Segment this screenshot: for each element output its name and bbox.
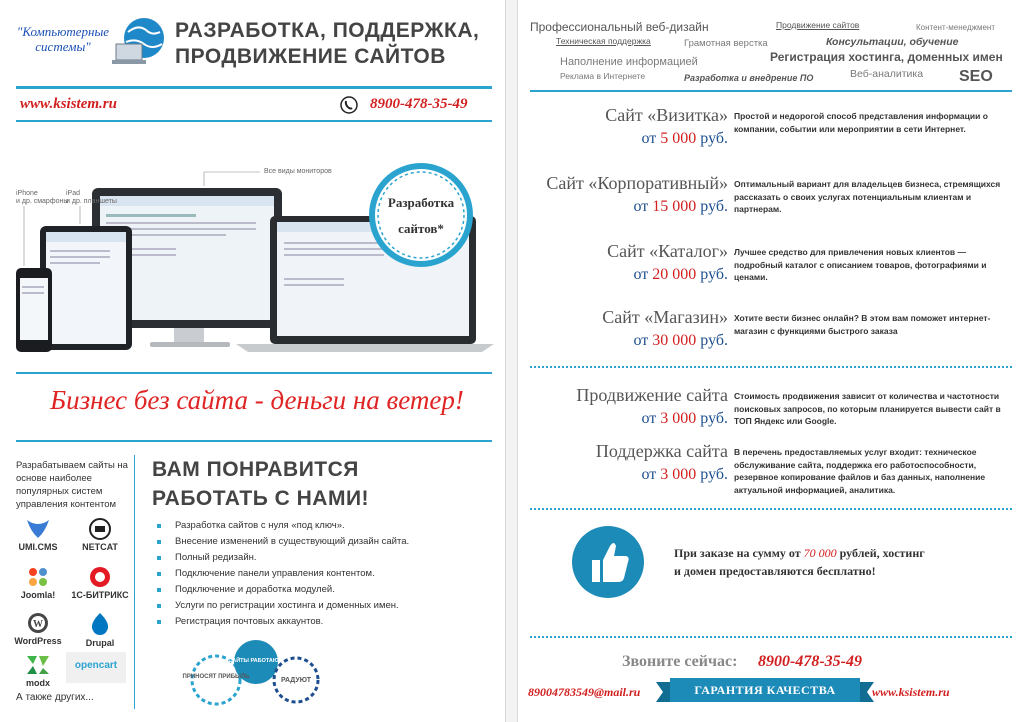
cms-opencart <box>66 652 126 683</box>
bullet-icon <box>157 572 161 576</box>
site-url-footer[interactable]: www.ksistem.ru <box>872 685 950 699</box>
bullet-icon <box>157 604 161 608</box>
price-cost <box>528 330 728 352</box>
price-amount: 15 000 <box>652 198 697 215</box>
modx-logo-icon <box>25 654 51 676</box>
keyword: Консультации, обучение <box>826 36 959 48</box>
iphone-label-sub: и др. смарфоны <box>16 198 69 205</box>
cms-modx <box>8 654 68 688</box>
header-divider-bottom <box>16 120 492 122</box>
price-prefix: от <box>633 266 649 283</box>
quality-ribbon: ГАРАНТИЯ КАЧЕСТВА <box>670 678 860 702</box>
bullet-icon <box>157 588 161 592</box>
price-amount: 5 000 <box>660 130 697 147</box>
iphone-label-title: iPhone <box>16 190 38 197</box>
star-text-profit: ПРИНОСЯТ ПРИБЫЛЬ <box>182 674 250 680</box>
list-item <box>157 598 409 614</box>
globe-laptop-icon <box>112 14 166 68</box>
keyword: Продвижение сайтов <box>776 20 860 30</box>
price-cost <box>528 196 728 218</box>
price-description: Лучшее средство для привлечения новых клиентов — подробный каталог с описанием товаров, фотографиями и ценами. <box>734 247 987 282</box>
price-name: Продвижение сайта <box>576 385 728 405</box>
price-description: Простой и недорогой способ представления информации о компании, событии или мероприятии в сети Интернет. <box>734 111 988 134</box>
page-title <box>175 18 495 70</box>
call-phone[interactable]: 8900-478-35-49 <box>758 653 862 670</box>
service-label: Полный редизайн. <box>175 552 257 563</box>
ipad-label-title: iPad <box>66 190 81 197</box>
promo-line-1 <box>674 544 1004 562</box>
slogan-divider-bottom <box>16 440 492 442</box>
monitors-label: Все виды мониторов <box>264 168 332 175</box>
keyword: Разработка и внедрение ПО <box>684 73 814 83</box>
price-divider <box>530 366 1012 368</box>
price-description: В перечень предоставляемых услуг входит: техническое обслуживание сайта, поддержка его работоспособности, резервное копирование файлов и баз данных, наполнение актуальной информацией, аналитика. <box>734 447 986 495</box>
service-label: Подключение панели управления контентом. <box>175 568 375 579</box>
price-description: Стоимость продвижения зависит от количества и частотности поисковых запросов, по которым планируется вывести сайт в ТОП Яндекс или Google. <box>734 391 1001 426</box>
footer-divider <box>530 636 1012 638</box>
page-gutter <box>506 0 517 722</box>
price-amount: 3 000 <box>660 410 697 427</box>
price-block-catalog <box>528 240 728 286</box>
price-suffix: руб. <box>700 466 728 483</box>
price-suffix: руб. <box>700 198 728 215</box>
price-name: Сайт «Визитка» <box>605 105 728 125</box>
price-prefix: от <box>641 410 657 427</box>
cms-bitrix <box>70 566 130 600</box>
title-line-2: ПРОДВИЖЕНИЕ САЙТОВ <box>175 45 446 68</box>
price-name: Сайт «Магазин» <box>602 307 728 327</box>
promo-text <box>674 544 1004 580</box>
section-vertical-divider <box>134 455 135 709</box>
right-page <box>517 0 1024 722</box>
price-prefix: от <box>633 332 649 349</box>
cms-bitrix-label: 1С-БИТРИКС <box>71 590 129 600</box>
umicms-logo-icon <box>23 518 53 540</box>
keyword-divider <box>530 90 1012 92</box>
keyword: Профессиональный веб-дизайн <box>530 20 709 34</box>
price-cost <box>528 264 728 286</box>
service-label: Регистрация почтовых аккаунтов. <box>175 616 324 627</box>
price-description: Оптимальный вариант для владельцев бизнеса, стремящихся рассказать о своих услугах потенциальным клиентам и партнерам. <box>734 179 1001 214</box>
benefit-stars <box>180 636 340 706</box>
love-title-line-2: РАБОТАТЬ С НАМИ! <box>152 487 370 510</box>
price-prefix: от <box>641 130 657 147</box>
keyword: Реклама в Интернете <box>560 71 646 81</box>
cms-intro-text: Разрабатываем сайты на основе наиболее популярных систем управления контентом <box>16 460 128 510</box>
badge-line-1: Разработка <box>387 195 455 210</box>
price-prefix: от <box>633 198 649 215</box>
star-text-joy: РАДУЮТ <box>280 677 312 684</box>
bullet-icon <box>157 620 161 624</box>
cms-umicms <box>8 518 68 552</box>
price-cost <box>528 128 728 150</box>
list-item <box>157 614 409 630</box>
keyword: Контент-менеджмент <box>916 23 995 32</box>
price-block-support <box>528 440 728 486</box>
bullet-icon <box>157 556 161 560</box>
list-item <box>157 534 409 550</box>
cms-umicms-label: UMI.CMS <box>18 542 58 552</box>
iphone-label <box>16 190 68 206</box>
ipad-label-sub: и др. планшеты <box>66 198 117 205</box>
keyword: Веб-аналитика <box>850 68 924 80</box>
love-title-line-1: ВАМ ПОНРАВИТСЯ <box>152 458 359 481</box>
price-suffix: руб. <box>700 130 728 147</box>
cms-drupal <box>70 612 130 648</box>
price-suffix: руб. <box>700 266 728 283</box>
promo-pre: При заказе на сумму от <box>674 546 801 560</box>
cms-modx-label: modx <box>25 678 50 688</box>
cms-joomla <box>8 566 68 600</box>
phone-icon <box>340 96 358 114</box>
service-label: Услуги по регистрации хостинга и доменных имен. <box>175 600 399 611</box>
list-item <box>157 518 409 534</box>
list-item <box>157 582 409 598</box>
cms-netcat-label: NETCAT <box>82 542 118 552</box>
price-name: Сайт «Каталог» <box>607 241 728 261</box>
left-page <box>0 0 506 722</box>
ipad-label <box>66 190 117 206</box>
bullet-icon <box>157 524 161 528</box>
keyword: SEO <box>959 68 993 85</box>
email-link[interactable]: 89004783549@mail.ru <box>528 685 641 699</box>
promo-post: рублей, хостинг <box>839 546 925 560</box>
company-logo-text: "Компьютерные системы" <box>16 24 110 54</box>
price-name: Поддержка сайта <box>595 441 728 461</box>
cms-drupal-label: Drupal <box>85 638 115 648</box>
cms-joomla-label: Joomla! <box>20 590 56 600</box>
also-text: А также других... <box>16 692 94 703</box>
drupal-logo-icon <box>89 612 111 636</box>
joomla-logo-icon <box>26 566 50 588</box>
service-label: Внесение изменений в существующий дизайн сайта. <box>175 536 410 547</box>
wordpress-logo-icon <box>27 612 49 634</box>
site-url[interactable]: www.ksistem.ru <box>20 96 117 112</box>
service-label: Разработка сайтов с нуля «под ключ». <box>175 520 345 531</box>
title-line-1: РАЗРАБОТКА, ПОДДЕРЖКА, <box>175 19 480 42</box>
star-text-works: САЙТЫ РАБОТАЮТ! <box>228 658 284 664</box>
slogan-divider-top <box>16 372 492 374</box>
price-block-shop <box>528 306 728 352</box>
price-amount: 30 000 <box>652 332 697 349</box>
list-item <box>157 550 409 566</box>
badge-line-2: сайтов* <box>398 221 444 236</box>
price-suffix: руб. <box>700 332 728 349</box>
keyword: Грамотная верстка <box>684 38 768 49</box>
cms-opencart-label: opencart <box>74 660 118 671</box>
price-name: Сайт «Корпоративный» <box>546 173 728 193</box>
price-amount: 3 000 <box>660 466 697 483</box>
thumbs-up-icon <box>570 524 646 600</box>
price-block-corporate <box>528 172 728 218</box>
price-cost <box>528 408 728 430</box>
price-prefix: от <box>641 466 657 483</box>
bitrix-logo-icon <box>89 566 111 588</box>
promo-line-2: и домен предоставляются бесплатно! <box>674 564 876 578</box>
promo-divider <box>530 508 1012 510</box>
phone-number[interactable]: 8900-478-35-49 <box>370 96 468 112</box>
call-label: Звоните сейчас: <box>622 653 738 670</box>
price-suffix: руб. <box>700 410 728 427</box>
slogan: Бизнес без сайта - деньги на ветер! <box>50 385 464 415</box>
cms-wordpress-label: WordPress <box>14 636 62 646</box>
services-list <box>157 518 409 630</box>
cms-wordpress <box>8 612 68 646</box>
development-badge-text <box>366 190 476 242</box>
price-block-promotion <box>528 384 728 430</box>
love-title <box>152 455 482 513</box>
bullet-icon <box>157 540 161 544</box>
cms-netcat <box>70 518 130 552</box>
service-label: Подключение и доработка модулей. <box>175 584 335 595</box>
svg-text:W: W <box>33 619 43 630</box>
price-description: Хотите вести бизнес онлайн? В этом вам поможет интернет-магазин с функциями быстрого заказа <box>734 313 991 336</box>
price-block-vizitka <box>528 104 728 150</box>
netcat-logo-icon <box>87 518 113 540</box>
promo-amount: 70 000 <box>803 546 837 560</box>
price-cost <box>528 464 728 486</box>
header-divider <box>16 86 492 89</box>
keyword: Регистрация хостинга, доменных имен <box>770 50 1003 64</box>
price-amount: 20 000 <box>652 266 697 283</box>
keyword: Наполнение информацией <box>560 56 698 68</box>
keyword: Техническая поддержка <box>556 36 651 46</box>
list-item <box>157 566 409 582</box>
